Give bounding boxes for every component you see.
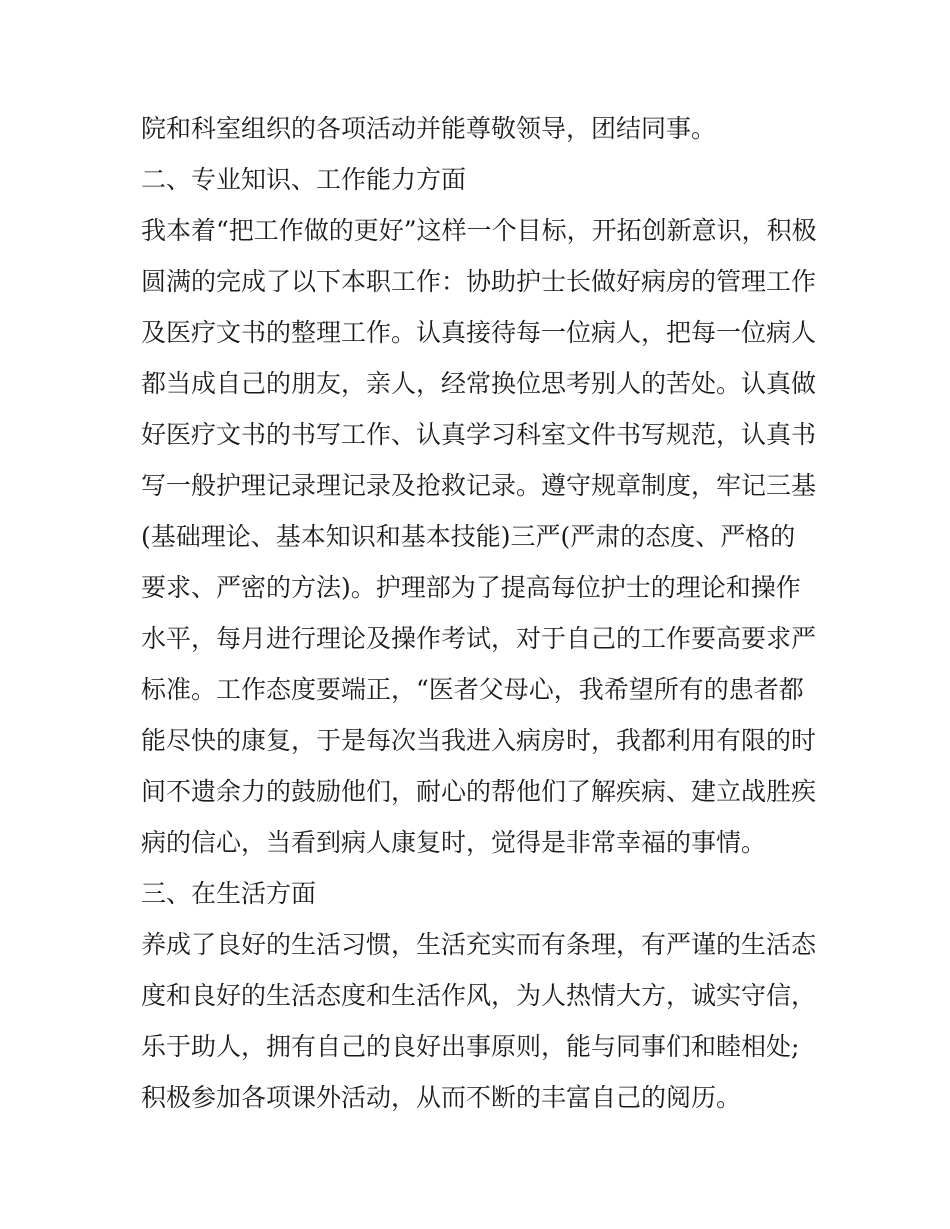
text-line: 病的信心，当看到病人康复时，觉得是非常幸福的事情。 [141,828,767,857]
text-line: 养成了良好的生活习惯，生活充实而有条理，有严谨的生活态 [141,930,817,959]
text-line: 我本着“把工作做的更好”这样一个目标，开拓创新意识，积极 [141,216,817,245]
text-line: 都当成自己的朋友，亲人，经常换位思考别人的苦处。认真做 [141,369,817,398]
text-line: 乐于助人，拥有自己的良好出事原则，能与同事们和睦相处; [141,1032,800,1061]
text-line: 好医疗文书的书写工作、认真学习科室文件书写规范，认真书 [141,420,817,449]
text-line: 能尽快的康复，于是每次当我进入病房时，我都利用有限的时 [141,726,817,755]
text-line: 院和科室组织的各项活动并能尊敬领导，团结同事。 [141,114,717,143]
text-line: (基础理论、基本知识和基本技能)三严(严肃的态度、严格的 [141,522,796,551]
text-line: 要求、严密的方法)。护理部为了提高每位护士的理论和操作 [141,573,801,602]
section-heading: 二、专业知识、工作能力方面 [141,165,467,194]
text-line: 及医疗文书的整理工作。认真接待每一位病人，把每一位病人 [141,318,817,347]
text-line: 间不遗余力的鼓励他们，耐心的帮他们了解疾病、建立战胜疾 [141,777,817,806]
text-line: 积极参加各项课外活动，从而不断的丰富自己的阅历。 [141,1083,742,1112]
text-line: 度和良好的生活态度和生活作风，为人热情大方，诚实守信， [141,981,817,1010]
text-line: 水平，每月进行理论及操作考试，对于自己的工作要高要求严 [141,624,817,653]
section-heading: 三、在生活方面 [141,879,317,908]
text-line: 写一般护理记录理记录及抢救记录。遵守规章制度，牢记三基 [141,471,817,500]
text-line: 标准。工作态度要端正，“医者父母心，我希望所有的患者都 [141,675,804,704]
text-line: 圆满的完成了以下本职工作：协助护士长做好病房的管理工作 [141,267,817,296]
